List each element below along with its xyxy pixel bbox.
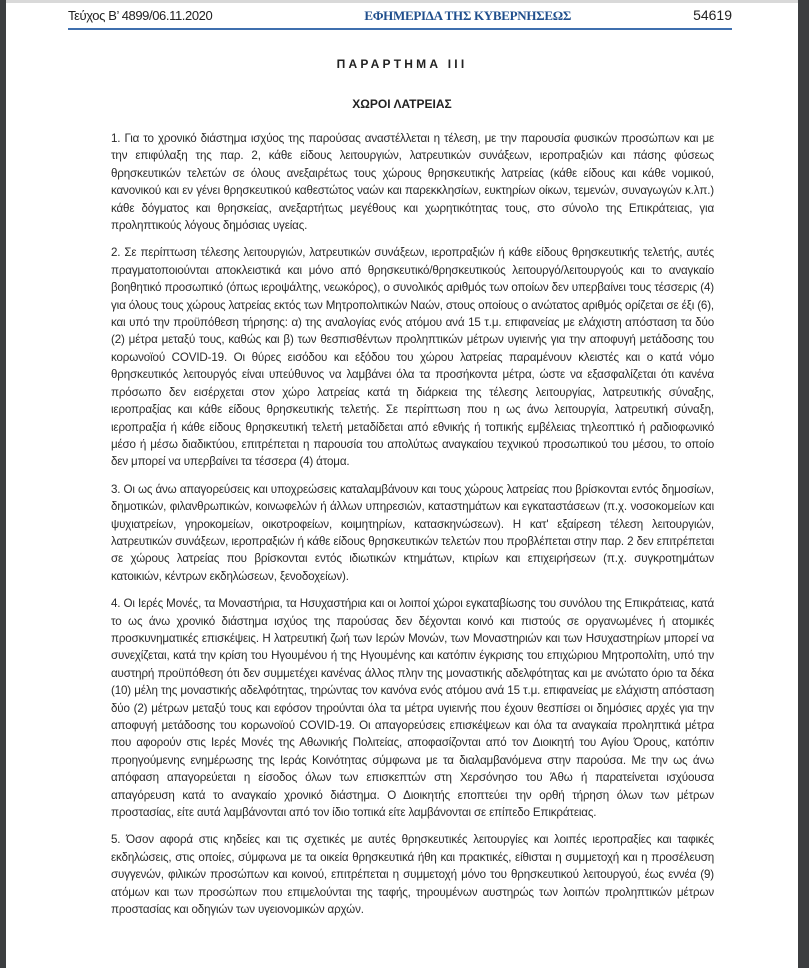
annex-title: ΠΑΡΑΡΤΗΜΑ ΙΙΙ <box>336 57 468 71</box>
header-rule <box>68 28 732 30</box>
paragraph-1: 1. Για το χρονικό διάστημα ισχύος της παρούσας αναστέλλεται η τέλεση, με την παρουσία φυσικών προσώπων και με την επιφύλαξη της παρ. 2, κάθε είδους λειτουργιών, λατρευτικών συνάξεων, ιεροπραξιών και πάσης φύσεως θρησκευτικών τελετών σε όλους ανεξαιρέτως τους χώρους θρησκευτικής λατρείας (κάθε είδους και κάθε νομικού, κανονικού και εν γένει θρησκευτικού καθεστώτος ναών και παρεκκλησίων, ευκτηρίων οίκων, τεμενών, συναγωγών κ.λπ.) κάθε δόγματος και θρησκείας, ανεξαρτήτως μεγέθους και χωρητικότητας τους, στο σύνολο της Επικράτειας, για προληπτικούς λόγους δημόσιας υγείας. <box>111 132 714 233</box>
section-title: ΧΩΡΟΙ ΛΑΤΡΕΙΑΣ <box>352 97 452 111</box>
paragraph-4: 4. Οι Ιερές Μονές, τα Μοναστήρια, τα Ησυχαστήρια και οι λοιποί χώροι εγκαταβίωσης του συνόλου της Επικράτειας, κατά το ως άνω χρονικό διάστημα ισχύος της παρούσας δεν δέχονται κοινό και πιστούς σε οργανωμένες ή ατομικές προσκυνηματικές επισκέψεις. Η λατρευτική ζωή των Ιερών Μονών, των Μοναστηριών και των Ησυχαστηρίων μπορεί να συνεχίζεται, κατά την κρίση του Ηγουμένου ή της Ηγουμένης και κατόπιν έγκρισης του επιχώριου Μητροπολίτη, υπό την αυστηρή προϋπόθεση ότι δεν συμμετέχει κανένας άλλος πλην της μοναστικής αδελφότητας και με ανώτατο όριο τα δέκα (10) μέλη της μοναστικής αδελφότητας, τηρώντας τον κανόνα ενός ατόμου ανά 15 τ.μ. επιφανείας με ελάχιστη απόσταση δύο (2) μέτρων μεταξύ τους και εφόσον τηρούνται όλα τα μέτρα υγιεινής που έχουν θεσπίσει οι δημόσιες αρχές για την αποφυγή μετάδοσης του κορωνοϊού COVID-19. Οι απαγορεύσεις επισκέψεων και όλα τα αναγκαία προληπτικά μέτρα που αφορούν στις Ιερές Μονές της Αθωνικής Πολιτείας, αποφασίζονται από τον Διοικητή του Αγίου Όρους, κατόπιν προηγούμενης ενημέρωσης της Ιεράς Κοινότητας σύμφωνα με τα διαλαμβανόμενα στην παρούσα. Με την ως άνω απόφαση απαγορεύεται η είσοδος όλων των επισκεπτών στη Χερσόνησο του Άθω ή παρατείνεται ισχύουσα απαγόρευση κατά το αναγκαίο χρονικό διάστημα. Ο Διοικητής εποπτεύει την ορθή τήρηση όλων των μέτρων προστασίας, είτε αυτά λαμβάνονται από τον ίδιο τοπικά είτε λαμβάνονται σε επίπεδο Επικράτειας. <box>111 597 714 820</box>
document-page <box>6 0 798 968</box>
paragraph-3: 3. Οι ως άνω απαγορεύσεις και υποχρεώσεις καταλαμβάνουν και τους χώρους λατρείας που βρίσκονται εντός δημοσίων, δημοτικών, φιλανθρωπικών, κοινωφελών ή άλλων υπηρεσιών, καταστημάτων και εγκαταστάσεων (π.χ. νοσοκομείων και ψυχιατρείων, γηροκομείων, οικοτροφείων, κοιμητηρίων, κατασκηνώσεων). Η κατ' εξαίρεση τέλεση λειτουργιών, λατρευτικών συνάξεων, ιεροπραξιών ή κάθε είδους θρησκευτικών τελετών που προβλέπεται στην παρ. 2 δεν επιτρέπεται σε χώρους λατρείας που βρίσκονται εντός ιδιωτικών κτημάτων, κτιρίων και επιχειρήσεων (π.χ. συγκροτημάτων κατοικιών, κέντρων εκδηλώσεων, ξενοδοχείων). <box>111 482 714 583</box>
issue-reference: Τεύχος Β’ 4899/06.11.2020 <box>68 8 213 23</box>
document-body <box>111 130 714 928</box>
paragraph-5: 5. Όσον αφορά στις κηδείες και τις σχετικές με αυτές θρησκευτικές λειτουργίες και λοιπές ιεροπραξίες και ταφικές εκδηλώσεις, στις οποίες, σύμφωνα με τα οικεία θρησκευτικά ήθη και πρακτικές, είθισται η συμμετοχή και η προσέλευση συγγενών, φιλικών προσώπων και κοινού, επιτρέπεται η συμμετοχή μόνο του θρησκευτικού λειτουργού, έως εννέα (9) ατόμων και των προσώπων που επιμελούνται της ταφής, τηρουμένων αυστηρώς των λοιπών προληπτικών μέτρων προστασίας και οδηγιών των υγειονομικών αρχών. <box>111 833 714 917</box>
page-number: 54619 <box>693 7 732 23</box>
paragraph-2: 2. Σε περίπτωση τέλεσης λειτουργιών, λατρευτικών συνάξεων, ιεροπραξιών ή κάθε είδους θρησκευτικής τελετής, αυτές πραγματοποιούνται αποκλειστικά και μόνο από θρησκευτικό/θρησκευτικούς λειτουργό/λειτουργούς και το αναγκαίο βοηθητικό προσωπικό (όπως ιεροψάλτης, νεωκόρος), ο συνολικός αριθμός των οποίων δεν υπερβαίνει τους τέσσερις (4) για όλους τους χώρους λατρείας εκτός των Μητροπολιτικών Ναών, στους οποίους ο ανώτατος αριθμός ορίζεται σε έξι (6), και υπό την προϋπόθεση τήρησης: α) της αναλογίας ενός ατόμου ανά 15 τ.μ. επιφανείας με ελάχιστη απόσταση τα δύο (2) μέτρα μεταξύ τους, καθώς και β) των θεσπισθέντων προληπτικών μέτρων υγιεινής για την αποφυγή μετάδοσης του κορωνοϊού COVID-19. Οι θύρες εισόδου και εξόδου του χώρου λατρείας παραμένουν κλειστές και ο κατά νόμο θρησκευτικός λειτουργός είναι υπεύθυνος να λαμβάνει όλα τα προσήκοντα μέτρα, ώστε να εξασφαλίζεται ότι κανένα πρόσωπο δεν εισέρχεται στον χώρο λατρείας κατά τη διάρκεια της τέλεσης λειτουργίας, λατρευτικής σύναξης, ιεροπραξίας και κάθε είδους θρησκευτικής τελετής. Σε περίπτωση που η ως άνω λειτουργία, λατρευτική σύναξη, ιεροπραξία ή κάθε είδους θρησκευτική τελετή μεταδίδεται από εθνικής ή τοπικής εμβέλειας τηλεοπτικό ή ραδιοφωνικό μέσο ή μέσω διαδικτύου, επιτρέπεται η παρουσία του απολύτως αναγκαίου τεχνικού προσωπικού του μέσου, το οποίο δεν μπορεί να υπερβαίνει τα τέσσερα (4) άτομα. <box>111 246 714 469</box>
gazette-title: ΕΦΗΜΕΡΙΔΑ ΤΗΣ ΚΥΒΕΡΝΗΣΕΩΣ <box>364 8 572 23</box>
running-header <box>68 7 732 24</box>
